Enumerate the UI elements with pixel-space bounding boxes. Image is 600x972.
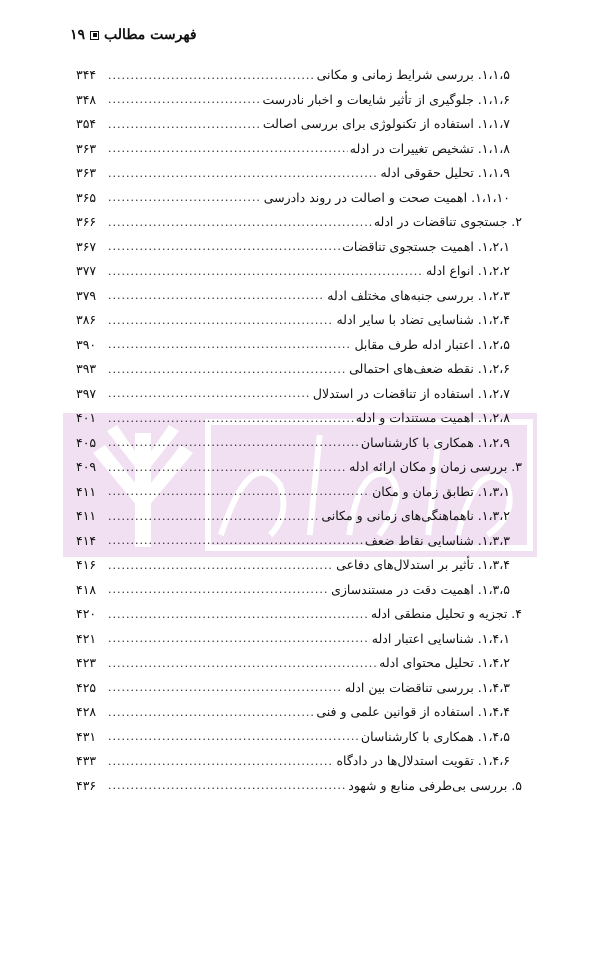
toc-entry[interactable]	[76, 235, 522, 260]
toc-entry-number: ۱،۲،۴.	[477, 312, 510, 327]
toc-entry-number: ۱،۲،۶.	[477, 361, 510, 376]
dot-leader	[108, 217, 372, 228]
dot-leader	[108, 339, 352, 350]
toc-entry-text: تجزیه و تحلیل منطقی ادله	[370, 606, 508, 621]
square-bullet-icon	[90, 31, 99, 40]
toc-entry[interactable]	[76, 357, 522, 382]
toc-entry-page: ۳۹۳	[76, 361, 97, 376]
toc-entry-title	[348, 777, 522, 793]
toc-entry[interactable]	[76, 504, 522, 529]
toc-entry-page: ۴۲۰	[76, 606, 97, 621]
toc-entry-text: بررسی جنبه‌های مختلف ادله	[327, 287, 474, 303]
toc-entry-text: نقطه ضعف‌های احتمالی	[349, 361, 474, 376]
toc-entry-page: ۴۰۱	[76, 410, 97, 425]
toc-entry-page: ۴۲۳	[76, 655, 97, 670]
toc-entry-number: ۱،۲،۹.	[477, 434, 510, 450]
toc-entry-page: ۳۹۰	[76, 336, 97, 352]
toc-entry-page: ۴۳۱	[76, 728, 97, 744]
toc-entry-title	[331, 581, 510, 597]
toc-entry-number: ۱،۳،۴.	[477, 557, 510, 572]
toc-entry[interactable]	[76, 431, 522, 456]
dot-leader	[108, 535, 363, 546]
toc-entry-number: ۱،۴،۴.	[477, 704, 510, 719]
toc-entry-number: ۱،۲،۲.	[477, 263, 510, 278]
toc-entry[interactable]	[76, 161, 522, 186]
toc-entry-title	[356, 412, 510, 425]
toc-entry-page: ۳۸۶	[76, 312, 97, 327]
toc-entry-title	[371, 630, 510, 646]
toc-entry-title	[312, 385, 510, 401]
toc-entry-text: اهمیت دقت در مستندسازی	[331, 581, 474, 597]
toc-entry-page: ۴۰۵	[76, 434, 97, 450]
toc-entry-number: ۵.	[511, 777, 522, 793]
toc-entry-text: اهمیت صحت و اصالت در روند دادرسی	[263, 189, 468, 205]
toc-entry-text: بررسی بی‌طرفی منابع و شهود	[348, 777, 508, 793]
toc-entry-number: ۱،۲،۱.	[477, 238, 510, 254]
toc-entry-text: استفاده از قوانین علمی و فنی	[316, 704, 474, 719]
dot-leader	[108, 584, 329, 595]
toc-entry-text: استفاده از تکنولوژی برای بررسی اصالت	[262, 116, 474, 131]
toc-entry-number: ۱،۴،۳.	[477, 679, 510, 695]
toc-entry-title	[344, 679, 510, 695]
toc-entry-title	[316, 706, 510, 719]
toc-entry-text: جلوگیری از تأثیر شایعات و اخبار نادرست	[262, 91, 474, 107]
toc-entry-number: ۱،۱،۱۰.	[471, 189, 510, 205]
toc-entry-text: بررسی تناقضات بین ادله	[344, 679, 474, 695]
toc-entry[interactable]	[76, 406, 522, 431]
toc-entry-text: اهمیت جستجوی تناقضات	[342, 238, 474, 254]
dot-leader	[108, 119, 261, 130]
toc-entry-title	[317, 69, 510, 82]
toc-entry-page: ۳۹۷	[76, 385, 97, 401]
header-page-number: ۱۹	[70, 27, 86, 43]
toc-entry-title	[349, 363, 510, 376]
toc-entry[interactable]	[76, 308, 522, 333]
dot-leader	[108, 731, 359, 742]
toc-entry[interactable]	[76, 676, 522, 701]
toc-entry[interactable]	[76, 749, 522, 774]
toc-entry-text: اعتبار ادله طرف مقابل	[354, 336, 474, 352]
dot-leader	[108, 462, 347, 473]
dot-leader	[108, 609, 369, 620]
toc-entry-title	[321, 510, 510, 523]
toc-entry-title	[263, 189, 510, 205]
toc-entry[interactable]	[76, 602, 522, 627]
toc-entry-number: ۱،۱،۷.	[477, 116, 510, 131]
toc-entry-text: اهمیت مستندات و ادله	[355, 410, 474, 425]
toc-entry[interactable]	[76, 333, 522, 358]
toc-entry-title	[354, 336, 510, 352]
page-header	[70, 27, 197, 43]
dot-leader	[108, 364, 347, 375]
toc-entry[interactable]	[76, 137, 522, 162]
dot-leader	[108, 437, 359, 448]
dot-leader	[108, 241, 340, 252]
toc-entry-text: تطابق زمان و مکان	[372, 483, 474, 499]
toc-entry-title	[262, 91, 510, 107]
toc-entry-page: ۳۶۶	[76, 214, 97, 229]
toc-entry-title	[379, 657, 510, 670]
toc-entry-title	[426, 265, 510, 278]
toc-entry-number: ۱،۱،۵.	[477, 67, 510, 82]
toc-entry-page: ۴۱۶	[76, 557, 97, 572]
toc-entry-text: انواع ادله	[425, 263, 474, 278]
toc-entry-title	[336, 755, 510, 768]
toc-entry[interactable]	[76, 259, 522, 284]
toc-entry-number: ۱،۴،۱.	[477, 630, 510, 646]
toc-entry-page: ۳۶۳	[76, 140, 97, 156]
toc-entry-title	[342, 238, 510, 254]
dot-leader	[108, 94, 260, 105]
toc-entry-page: ۳۶۷	[76, 238, 97, 254]
dot-leader	[108, 756, 334, 767]
toc-entry[interactable]	[76, 88, 522, 113]
toc-entry-title	[380, 167, 510, 180]
toc-entry[interactable]	[76, 112, 522, 137]
toc-entry-title	[374, 216, 522, 229]
dot-leader	[108, 486, 370, 497]
toc-entry-page: ۴۳۳	[76, 753, 97, 768]
toc-entry-page: ۴۲۵	[76, 679, 97, 695]
toc-entry[interactable]	[76, 480, 522, 505]
toc-entry-number: ۱،۲،۵.	[477, 336, 510, 352]
toc-entry-number: ۱،۴،۲.	[477, 655, 510, 670]
toc-entry[interactable]	[76, 725, 522, 750]
toc-entry-title	[372, 483, 510, 499]
toc-entry-text: بررسی شرایط زمانی و مکانی	[316, 67, 474, 82]
dot-leader	[108, 168, 378, 179]
toc-entry-page: ۴۰۹	[76, 459, 97, 474]
toc-entry[interactable]	[76, 651, 522, 676]
toc-entry-number: ۱،۴،۶.	[477, 753, 510, 768]
toc-entry-page: ۳۴۴	[76, 67, 97, 82]
toc-entry-number: ۱،۲،۷.	[477, 385, 510, 401]
dot-leader	[108, 266, 424, 277]
toc-entry-title	[349, 140, 510, 156]
toc-entry-text: شناسایی تضاد با سایر ادله	[336, 312, 474, 327]
toc-entry-number: ۳.	[511, 459, 522, 474]
toc-entry-number: ۱،۳،۵.	[477, 581, 510, 597]
toc-entry-page: ۳۷۹	[76, 287, 97, 303]
toc-entry-text: تحلیل حقوقی ادله	[380, 165, 474, 180]
dot-leader	[108, 560, 334, 571]
toc-entry-number: ۱،۱،۸.	[477, 140, 510, 156]
toc-entry-text: همکاری با کارشناسان	[360, 728, 474, 744]
toc-entry-text: شناسایی اعتبار ادله	[371, 630, 474, 646]
toc-entry[interactable]	[76, 284, 522, 309]
toc-entry-text: تحلیل محتوای ادله	[379, 655, 474, 670]
dot-leader	[108, 388, 311, 399]
dot-leader	[108, 658, 377, 669]
toc-entry-page: ۴۲۸	[76, 704, 97, 719]
toc-entry-text: تشخیص تغییرات در ادله	[349, 140, 474, 156]
toc-entry-title	[336, 559, 510, 572]
dot-leader	[108, 290, 325, 301]
toc-entry[interactable]	[76, 186, 522, 211]
toc-entry-title	[371, 608, 522, 621]
toc-entry-number: ۱،۴،۵.	[477, 728, 510, 744]
dot-leader	[108, 315, 334, 326]
toc-entry-page: ۴۳۶	[76, 777, 97, 793]
toc-entry-title	[263, 118, 510, 131]
toc-entry-text: همکاری با کارشناسان	[360, 434, 474, 450]
dot-leader	[108, 70, 315, 81]
toc-entry[interactable]	[76, 578, 522, 603]
toc-entry[interactable]	[76, 774, 522, 799]
toc-entry-page: ۳۴۸	[76, 91, 97, 107]
toc-entry-page: ۳۶۵	[76, 189, 97, 205]
toc-entry-number: ۱،۲،۸.	[477, 410, 510, 425]
toc-entry-text: تأثیر بر استدلال‌های دفاعی	[336, 557, 474, 572]
toc-entry-number: ۴.	[511, 606, 522, 621]
toc-entry-text: استفاده از تناقضات در استدلال	[312, 385, 474, 401]
toc-entry-number: ۱،۳،۳.	[477, 532, 510, 548]
dot-leader	[108, 511, 319, 522]
toc-entry-page: ۴۱۴	[76, 532, 97, 548]
toc-entry[interactable]	[76, 63, 522, 88]
toc-entry-number: ۱،۳،۲.	[477, 508, 510, 523]
toc-entry-text: بررسی زمان و مکان ارائه ادله	[349, 459, 508, 474]
toc-entry-number: ۱،۱،۶.	[477, 91, 510, 107]
toc-entry-number: ۲.	[511, 214, 522, 229]
toc-entry[interactable]	[76, 455, 522, 480]
header-title: فهرست مطالب	[104, 27, 197, 43]
toc-entry-text: ناهماهنگی‌های زمانی و مکانی	[321, 508, 474, 523]
toc-entry[interactable]	[76, 627, 522, 652]
table-of-contents	[76, 63, 522, 798]
toc-entry-text: تقویت استدلال‌ها در دادگاه	[336, 753, 474, 768]
dot-leader	[108, 707, 314, 718]
toc-entry-page: ۳۷۷	[76, 263, 97, 278]
dot-leader	[108, 682, 343, 693]
toc-entry-page: ۴۱۱	[76, 483, 97, 499]
toc-entry-page: ۴۱۸	[76, 581, 97, 597]
toc-entry-title	[327, 287, 510, 303]
toc-entry-page: ۴۲۱	[76, 630, 97, 646]
dot-leader	[108, 192, 262, 203]
toc-entry-page: ۳۵۴	[76, 116, 97, 131]
toc-entry-text: شناسایی نقاط ضعف	[364, 532, 474, 548]
toc-entry-number: ۱،۲،۳.	[477, 287, 510, 303]
dot-leader	[108, 780, 346, 791]
toc-entry-page: ۴۱۱	[76, 508, 97, 523]
toc-entry-number: ۱،۳،۱.	[477, 483, 510, 499]
dot-leader	[108, 143, 348, 154]
toc-entry-title	[349, 461, 522, 474]
dot-leader	[108, 413, 354, 424]
toc-entry-title	[360, 434, 510, 450]
toc-entry[interactable]	[76, 529, 522, 554]
toc-entry-title	[364, 532, 510, 548]
toc-entry-title	[336, 314, 510, 327]
toc-entry[interactable]	[76, 210, 522, 235]
toc-entry-title	[360, 728, 510, 744]
toc-entry-number: ۱،۱،۹.	[477, 165, 510, 180]
dot-leader	[108, 633, 370, 644]
toc-entry[interactable]	[76, 553, 522, 578]
toc-entry[interactable]	[76, 382, 522, 407]
toc-entry-text: جستجوی تناقضات در ادله	[373, 214, 508, 229]
toc-entry[interactable]	[76, 700, 522, 725]
toc-entry-page: ۳۶۳	[76, 165, 97, 180]
